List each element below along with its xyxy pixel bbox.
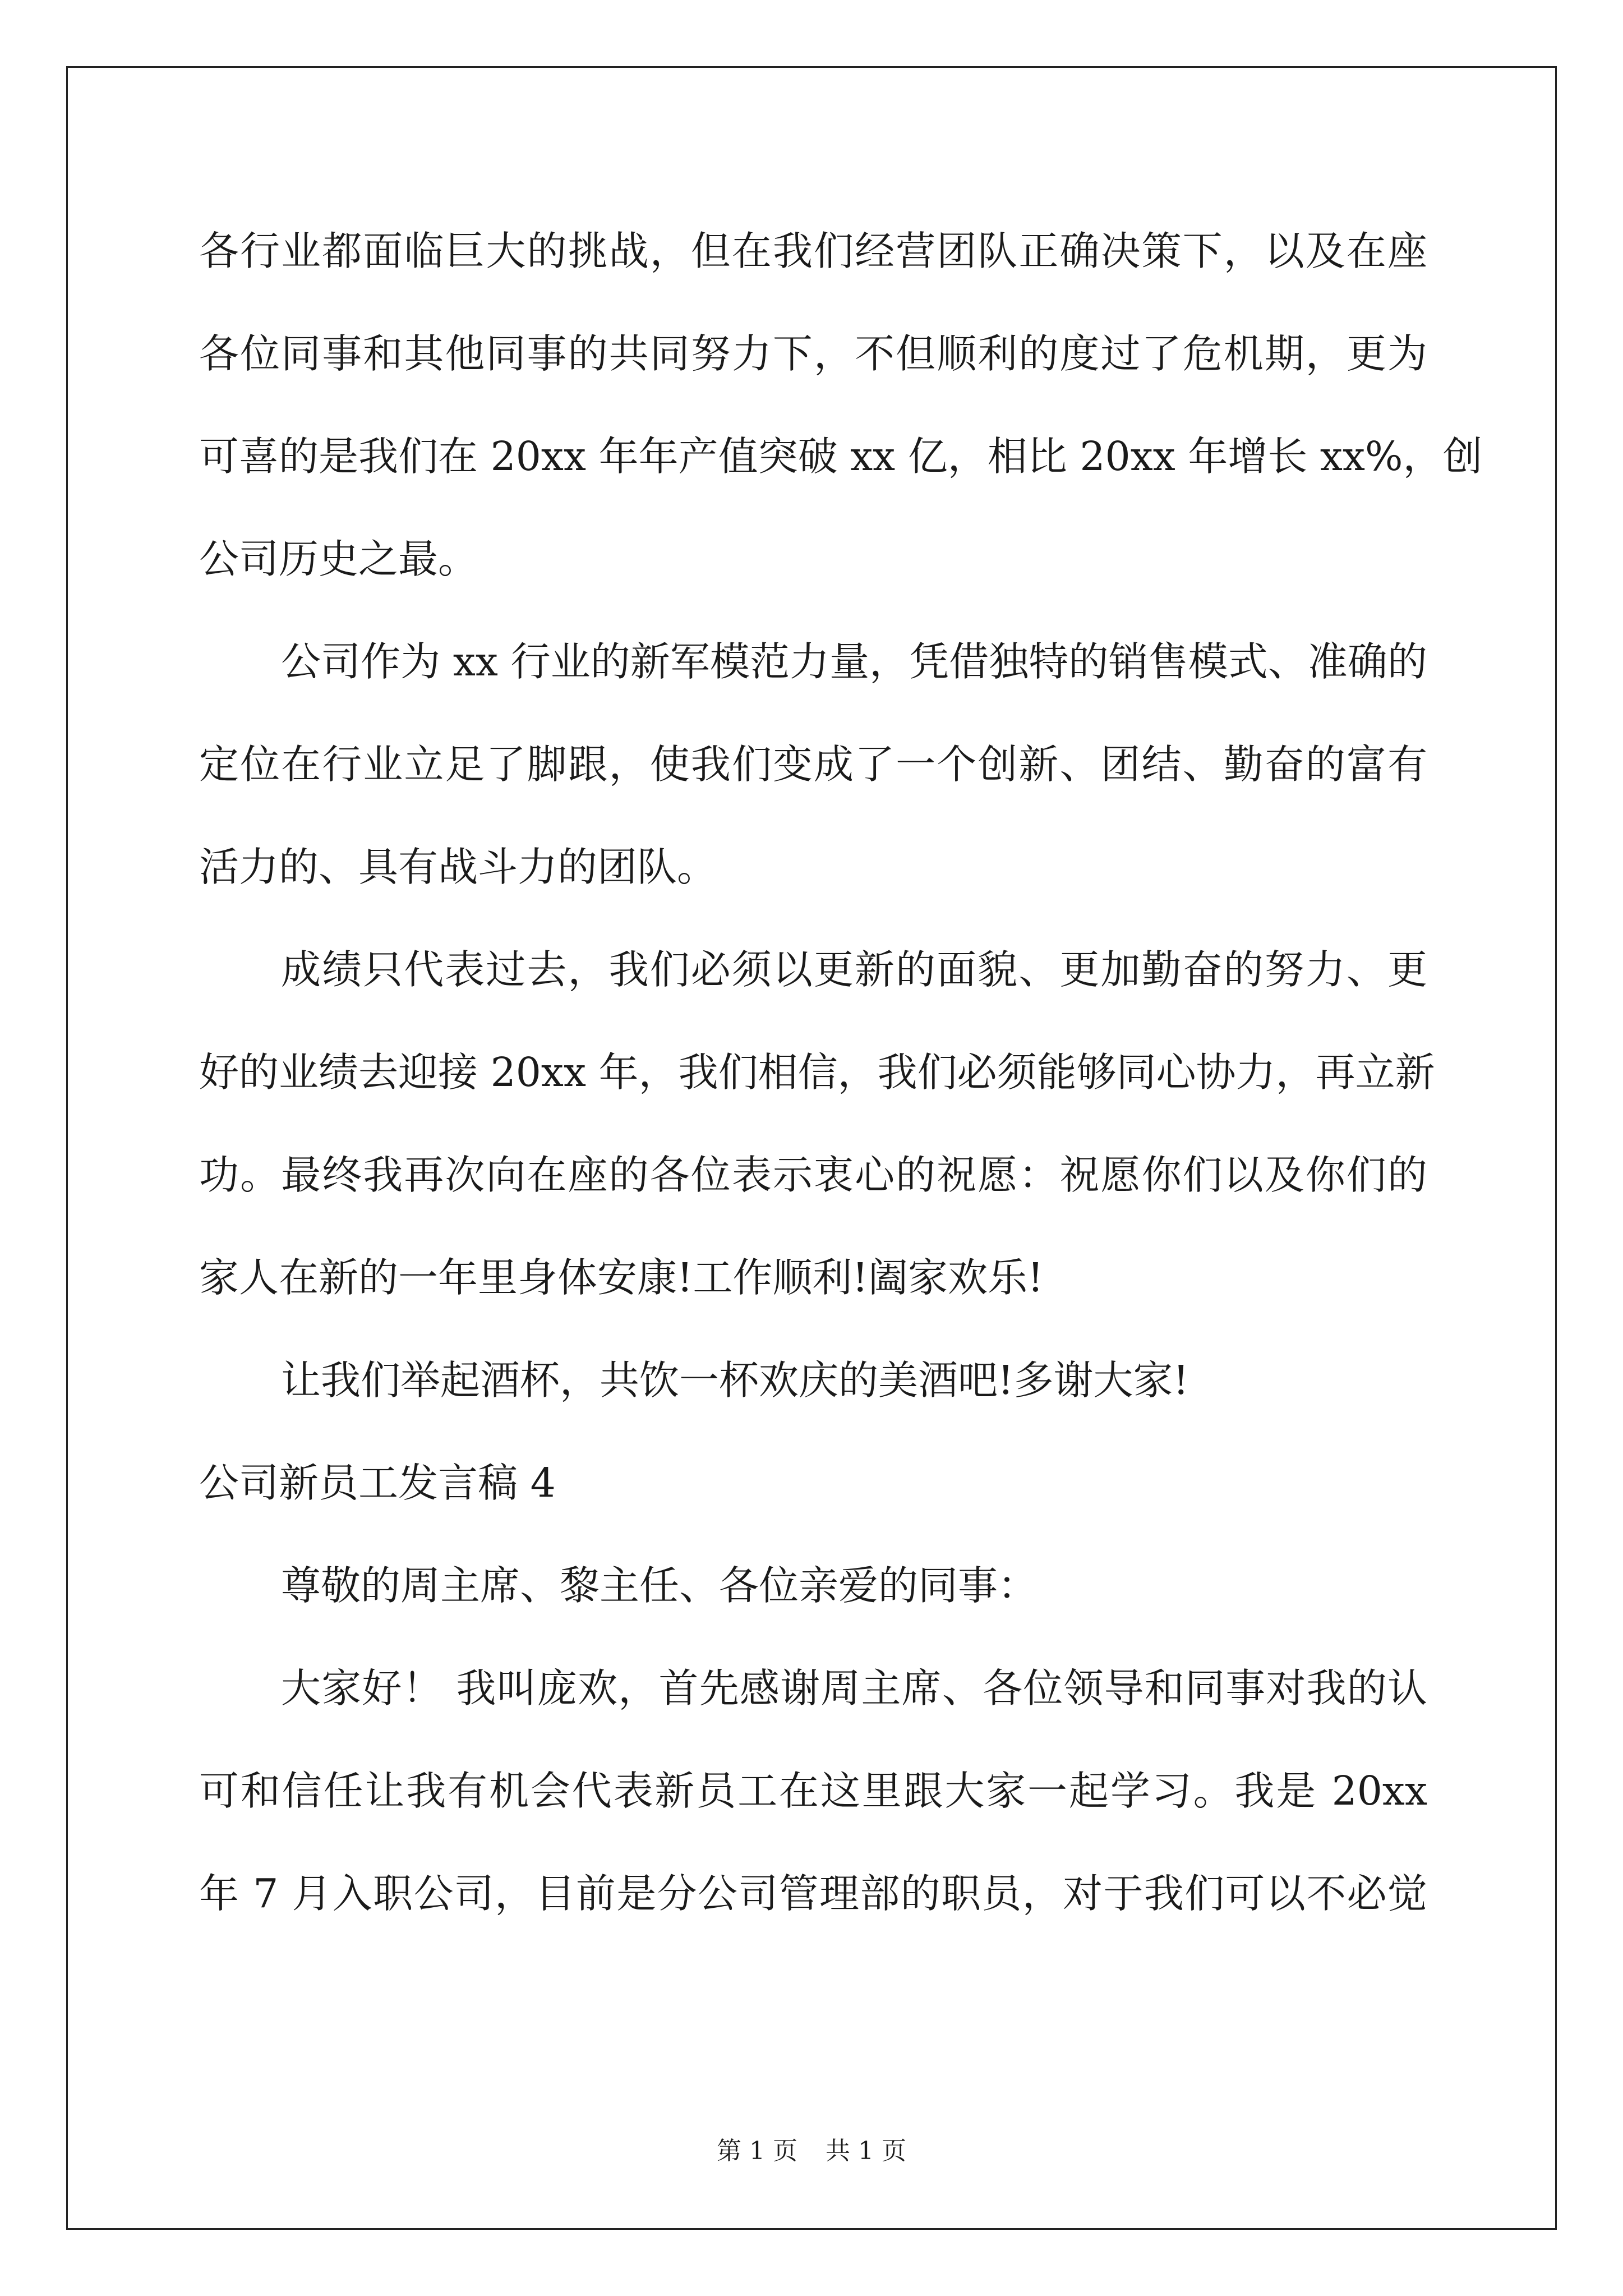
text-line: 公司历史之最。: [199, 536, 478, 582]
paragraph: [199, 933, 1435, 1344]
text-line: 大家好！ 我叫庞欢，首先感谢周主席、各位领导和同事对我的认: [281, 1665, 1427, 1711]
section-heading: [199, 1447, 1427, 1549]
text-line: 年 7 月入职公司，目前是分公司管理部的职员，对于我们可以不必觉: [199, 1870, 1427, 1917]
paragraph: [199, 1344, 1427, 1447]
text-line: 家人在新的一年里身体安康!工作顺利!阖家欢乐!: [199, 1254, 1044, 1301]
text-line: 活力的、具有战斗力的团队。: [199, 844, 717, 890]
text-line: 定位在行业立足了脚跟，使我们变成了一个创新、团结、勤奋的富有: [199, 741, 1427, 788]
page-number-total: 共 1 页: [826, 2137, 906, 2165]
page-number-current: 第 1 页: [717, 2137, 797, 2165]
text-line: 成绩只代表过去，我们必须以更新的面貌、更加勤奋的努力、更: [281, 946, 1427, 993]
text-line: 功。最终我再次向在座的各位表示衷心的祝愿：祝愿你们以及你们的: [199, 1152, 1427, 1198]
text-line: 各行业都面临巨大的挑战，但在我们经营团队正确决策下，以及在座: [199, 228, 1427, 274]
text-line: 尊敬的周主席、黎主任、各位亲爱的同事：: [281, 1562, 1038, 1609]
text-line: 可喜的是我们在 20xx 年年产值突破 xx 亿，相比 20xx 年增长 xx%，创: [199, 433, 1483, 480]
heading-text: 公司新员工发言稿 4: [199, 1460, 556, 1506]
document-body: [199, 215, 1483, 1960]
text-line: 各位同事和其他同事的共同努力下，不但顺利的度过了危机期，更为: [199, 330, 1427, 377]
page-footer: [0, 2134, 1623, 2168]
text-line: 可和信任让我有机会代表新员工在这里跟大家一起学习。我是 20xx: [199, 1768, 1427, 1814]
text-line: 让我们举起酒杯，共饮一杯欢庆的美酒吧!多谢大家!: [281, 1357, 1189, 1404]
paragraph: [199, 1652, 1427, 1960]
paragraph: [199, 215, 1483, 625]
text-line: 公司作为 xx 行业的新军模范力量，凭借独特的销售模式、准确的: [281, 638, 1427, 685]
paragraph: [199, 625, 1427, 933]
paragraph: [199, 1549, 1427, 1652]
text-line: 好的业绩去迎接 20xx 年，我们相信，我们必须能够同心协力，再立新: [199, 1049, 1435, 1096]
